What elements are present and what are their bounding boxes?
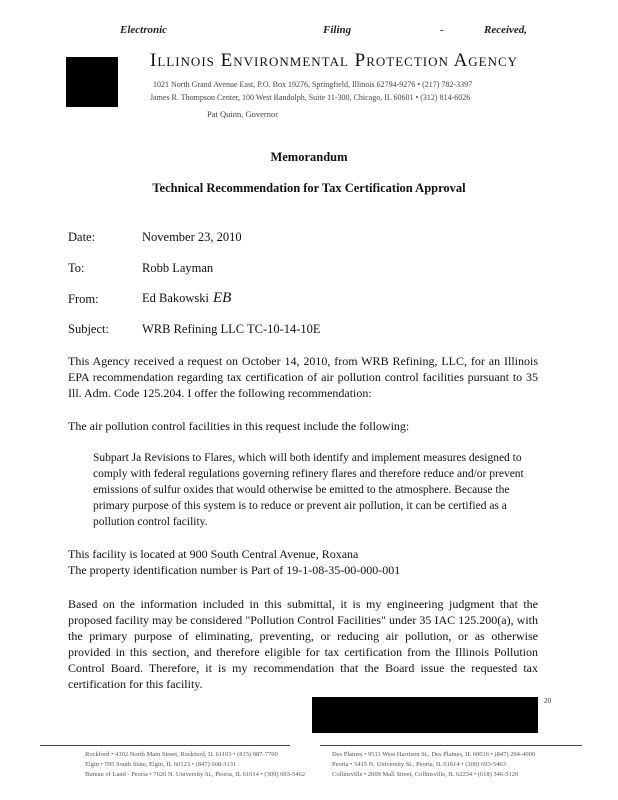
footer-right [332,750,535,780]
from-field [142,290,231,307]
redacted-logo [66,57,118,107]
location-line: This facility is located at 900 South Central Avenue, Roxana [68,547,359,561]
from-label: From: [68,292,99,306]
from-value: Ed Bakowski [142,291,210,305]
footer-left-line-1: Rockford • 4302 North Main Street, Rockford, IL 61103 • (815) 987-7760 [85,751,278,758]
memo-subheading: Technical Recommendation for Tax Certification Approval [152,181,466,195]
stamp-electronic: Electronic [120,24,168,36]
footer-right-line-1: Des Plaines • 9511 West Harrison St., Des Plaines, IL 60016 • (847) 294-4000 [332,751,536,758]
address-line-2: James R. Thompson Center, 100 West Randolph, Suite 11-300, Chicago, IL 60601 • (312) 814-6026 [150,93,471,102]
subject-label: Subject: [68,322,109,336]
to-label: To: [68,261,85,275]
paragraph-facilities-intro: The air pollution control facilities in this request include the following: [68,419,410,433]
facility-description: Subpart Ja Revisions to Flares, which will both identify and implement measures designed to comply with federal regulations governing refinery flares and therefore reduce and/or prevent emissions of sulfur oxides that would otherwise be emitted to the atmosphere. Because the primary purpose of this system is to reduce or prevent air pollution, it can be certified as a pollution control facility. [93,452,524,528]
date-value: November 23, 2010 [142,230,242,244]
governor-line: Pat Quinn, Governor [207,109,279,119]
memo-heading: Memorandum [270,150,348,164]
side-number: 20 [544,697,551,705]
stamp-dash: - [440,24,444,36]
paragraph-request: This Agency received a request on October 14, 2010, from WRB Refining, LLC, for an Illinois EPA recommendation regarding tax certification of air pollution control facilities pursuant to 35 Ill. Adm. Code 125.204. I offer the following recommendation: [68,354,538,400]
footer-left-line-3: Bureau of Land - Peoria • 7620 N. University St., Peoria, IL 61614 • (309) 693-5462 [85,771,306,778]
footer-right-line-2: Peoria • 5415 N. University St., Peoria, IL 61614 • (309) 693-5463 [332,761,506,768]
stamp-received: Received, [484,24,528,36]
footer-rule-right [320,745,582,746]
redacted-block [312,697,538,733]
initials-signature: EB [213,290,232,306]
address-line-1: 1021 North Grand Avenue East, P.O. Box 19276, Springfield, Illinois 62794-9276 • (217) 782-3397 [153,80,473,89]
footer-left [85,750,305,780]
footer-left-line-2: Elgin • 595 South State, Elgin, IL 60123 • (847) 608-3131 [85,761,237,768]
to-value: Robb Layman [142,261,214,275]
parcel-line: The property identification number is Part of 19-1-08-35-00-000-001 [68,563,401,577]
paragraph-recommendation: Based on the information included in this submittal, it is my engineering judgment that the proposed facility may be considered "Pollution Control Facilities" under 35 IAC 125.200(a), with the primary purpose of eliminating, preventing, or reducing air pollution, or as otherwise provided in this section, and therefore eligible for tax certification from the Illinois Pollution Control Board. Therefore, it is my recommendation that the Board issue the requested tax certification for this facility. [68,597,538,691]
subject-value: WRB Refining LLC TC-10-14-10E [142,322,321,336]
date-label: Date: [68,230,96,244]
footer-right-line-3: Collinsville • 2009 Mall Street, Collinsville, IL 62234 • (618) 346-5120 [332,771,519,778]
agency-name: Illinois Environmental Protection Agency [150,50,519,71]
stamp-filing: Filing [323,24,352,36]
footer-rule-left [40,745,290,746]
